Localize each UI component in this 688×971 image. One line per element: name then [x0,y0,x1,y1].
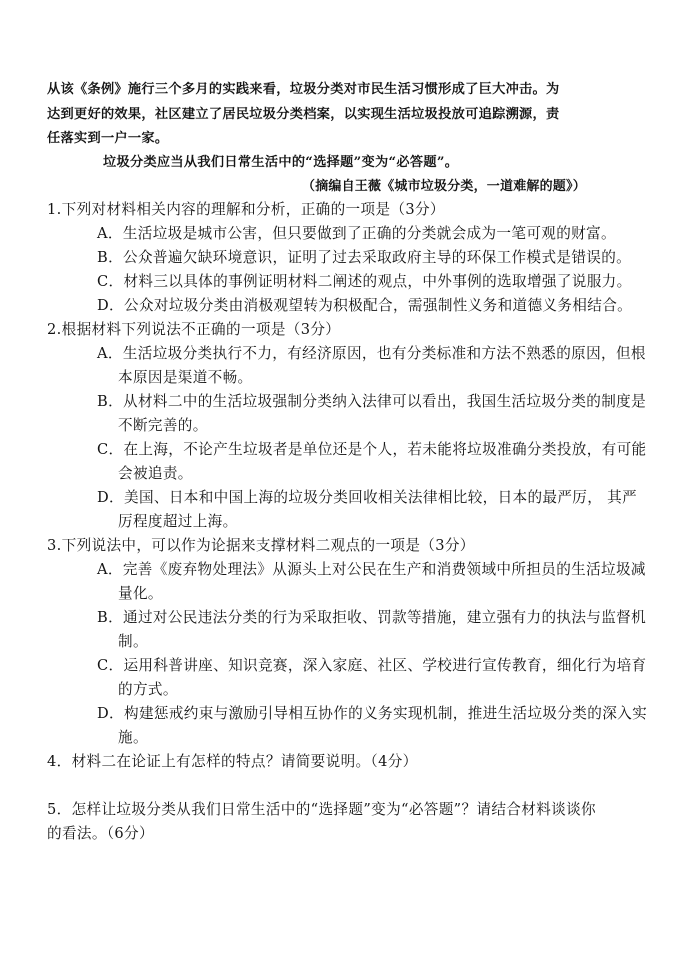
question-3-stem: 3.下列说法中，可以作为论据来支撑材料二观点的一项是（3分） [47,537,475,554]
question-5-stem: 5．怎样让垃圾分类从我们日常生活中的“选择题”变为“必答题”？请结合材料谈谈你 [47,801,596,818]
question-1-stem: 1.下列对材料相关内容的理解和分析，正确的一项是（3分） [47,201,445,218]
material-source: （摘编自王薇《城市垃圾分类，一道难解的题》） [302,179,586,194]
question-5-stem-cont: 的看法。（6分） [47,825,154,842]
question-3-option-c-cont: 的方式。 [118,681,178,698]
question-1-option-a: A．生活垃圾是城市公害，但只要做到了正确的分类就会成为一笔可观的财富。 [97,225,616,242]
question-4-stem: 4．材料二在论证上有怎样的特点？请简要说明。（4分） [47,753,418,770]
question-1-option-d: D．公众对垃圾分类由消极观望转为积极配合，需强制性义务和道德义务相结合。 [97,297,633,314]
material-paragraph-line: 任落实到一户一家。 [47,131,169,146]
question-3-option-c: C．运用科普讲座、知识竞赛，深入家庭、社区、学校进行宣传教育，细化行为培育 [97,657,647,674]
question-2-option-c: C．在上海，不论产生垃圾者是单位还是个人，若未能将垃圾准确分类投放，有可能 [97,441,647,458]
question-2-option-a-cont: 本原因是渠道不畅。 [118,369,253,386]
question-3-option-a-cont: 量化。 [118,585,163,602]
question-3-option-a: A．完善《废弃物处理法》从源头上对公民在生产和消费领域中所担员的生活垃圾减 [97,561,646,578]
question-2-option-a: A．生活垃圾分类执行不力，有经济原因，也有分类标准和方法不熟悉的原因，但根 [97,345,646,362]
question-2-option-d: D．美国、日本和中国上海的垃圾分类回收相关法律相比较，日本的最严厉， 其严 [97,489,638,506]
question-1-option-c: C．材料三以具体的事例证明材料二阐述的观点，中外事例的选取增强了说服力。 [97,273,632,290]
question-3-option-d: D．构建惩戒约束与激励引导相互协作的义务实现机制，推进生活垃圾分类的深入实 [97,705,648,722]
material-paragraph-line: 从该《条例》施行三个多月的实践来看，垃圾分类对市民生活习惯形成了巨大冲击。为 [47,82,560,97]
question-3-option-d-cont: 施。 [118,729,148,746]
question-2-option-d-cont: 厉程度超过上海。 [118,513,238,530]
question-2-option-b-cont: 不断完善的。 [118,417,208,434]
material-paragraph-line: 达到更好的效果，社区建立了居民垃圾分类档案，以实现生活垃圾投放可追踪溯源，责 [47,107,560,122]
question-1-option-b: B．公众普遍欠缺环境意识，证明了过去采取政府主导的环保工作模式是错误的。 [97,249,632,266]
question-2-stem: 2.根据材料下列说法不正确的一项是（3分） [47,321,341,338]
question-3-option-b: B．通过对公民违法分类的行为采取拒收、罚款等措施，建立强有力的执法与监督机 [97,609,647,626]
question-2-option-c-cont: 会被追责。 [118,465,193,482]
question-3-option-b-cont: 制。 [118,633,148,650]
material-paragraph-line: 垃圾分类应当从我们日常生活中的“选择题”变为“必答题”。 [103,155,459,170]
question-2-option-b: B．从材料二中的生活垃圾强制分类纳入法律可以看出，我国生活垃圾分类的制度是 [97,393,647,410]
